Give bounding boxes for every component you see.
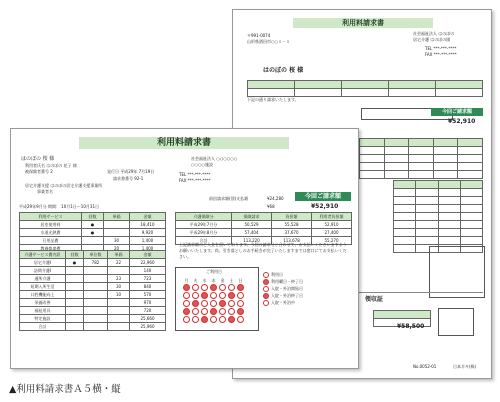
weekday-label: 月: [184, 277, 189, 283]
calendar-day: [191, 308, 200, 316]
insurance-row-cell: [66, 315, 84, 323]
day-marker-icon: [210, 316, 217, 323]
calendar-day: [182, 316, 191, 324]
insurance-row-cell: 栄養改善: [20, 299, 66, 307]
day-marker-icon: [192, 292, 199, 299]
insurance-row-cell: [108, 299, 130, 307]
insurance-row-cell: 22,960: [130, 259, 166, 267]
insurance-row-cell: 福祉用具: [20, 307, 66, 315]
day-marker-icon: [237, 316, 244, 323]
calendar-day: [227, 292, 236, 300]
service-header-cell: 金額: [130, 213, 166, 221]
insurance-row-cell: 782: [84, 259, 108, 267]
front-facility: ○○○○施設: [191, 162, 213, 167]
calendar-day: [191, 300, 200, 308]
back-recipient: はのぼの 桜 様: [263, 67, 304, 74]
service-header: [20, 213, 166, 221]
front-user-line: 利用者氏名 はのぼの 花子 様: [25, 163, 77, 168]
back-footer-no: No.0052-01: [413, 364, 437, 369]
insurance-row: [20, 307, 166, 315]
front-tel: TEL ***-***-****: [179, 172, 211, 177]
day-marker-icon: [183, 284, 190, 291]
calendar-day: [200, 292, 209, 300]
back-detail-table: [359, 138, 483, 179]
back-fax: FAX ***-***-****: [425, 52, 457, 57]
insurance-row-cell: [66, 283, 84, 291]
calendar-day: [236, 284, 245, 292]
weekday-label: 土: [229, 277, 234, 283]
insurance-row-cell: ●: [66, 259, 84, 267]
legend-item: [263, 278, 303, 285]
bill-total-row-cell: 113,678: [272, 237, 312, 245]
calendar-day: [182, 292, 191, 300]
bill-total-row-cell: 113,220: [232, 237, 272, 245]
day-marker-icon: [228, 292, 235, 299]
insurance-row-cell: 居宅介護I: [20, 259, 66, 267]
bill-header-cell: 利用者負担額: [312, 213, 352, 221]
weekday-label: 木: [211, 277, 216, 283]
calendar-day: [209, 308, 218, 316]
back-header-table: [247, 80, 483, 97]
insurance-row-cell: 140: [130, 267, 166, 275]
day-marker-icon: [237, 284, 244, 291]
back-org: 社会福祉法人 はのぼの: [413, 31, 455, 36]
insurance-row-cell: 970: [130, 299, 166, 307]
back-footer-note: 日本半キ(株): [453, 364, 477, 369]
calendar-day: [227, 316, 236, 324]
calendar-day: [209, 300, 218, 308]
insurance-header: [20, 251, 166, 259]
day-marker-icon: [219, 300, 226, 307]
back-note: 下記の通り請求いたします。: [247, 97, 299, 102]
insurance-header-cell: 単位数: [84, 251, 108, 259]
insurance-row-cell: [66, 275, 84, 283]
back-calendar-box: [429, 246, 485, 298]
day-marker-icon: [201, 308, 208, 315]
service-row-cell: 9,920: [130, 229, 166, 237]
calendar-legend: [263, 271, 303, 306]
insurance-total-row-cell: [108, 323, 130, 331]
calendar-day: [191, 292, 200, 300]
day-marker-icon: [192, 316, 199, 323]
front-bill-table: [175, 212, 352, 245]
legend-marker-icon: [263, 300, 269, 306]
legend-item: [263, 271, 303, 278]
calendar-day: [200, 300, 209, 308]
front-notice: 上記請求額のご入金を頂いております。今回の請求分と合わせて、お支払いくださいますようお願いいたします。尚、引き落としのお手続きが完了いたしますまでは窓口にてお支払いください。: [179, 242, 347, 259]
insurance-row-cell: 22: [108, 259, 130, 267]
insurance-row: [20, 259, 166, 267]
bill-row-cell: 37,670: [272, 229, 312, 237]
day-marker-icon: [201, 284, 208, 291]
front-service-table: [19, 212, 166, 253]
service-row-cell: 水道光熱費: [20, 229, 82, 237]
bill-row-cell: 50,529: [232, 221, 272, 229]
insurance-row-cell: [84, 283, 108, 291]
front-date-line: 発行日 平成29年 7月19日: [107, 169, 155, 174]
back-stamp-box: [438, 308, 474, 336]
service-row-cell: 30: [104, 237, 130, 245]
bill-row-cell: 平成29年7月分: [176, 221, 232, 229]
insurance-row-cell: 短期入所生活: [20, 283, 66, 291]
calendar-day: [209, 284, 218, 292]
bill-header-cell: 介護保険分: [176, 213, 232, 221]
insurance-row-cell: 23: [108, 275, 130, 283]
legend-item: [263, 292, 303, 299]
day-marker-icon: [183, 300, 190, 307]
back-request-label: 今回ご請求額: [431, 108, 483, 116]
insurance-row-cell: [84, 307, 108, 315]
insurance-row-cell: [84, 275, 108, 283]
day-marker-icon: [237, 300, 244, 307]
day-marker-icon: [219, 316, 226, 323]
calendar-day: [227, 284, 236, 292]
insurance-row-cell: 723: [130, 275, 166, 283]
day-marker-icon: [192, 284, 199, 291]
insurance-row: [20, 315, 166, 323]
day-marker-icon: [228, 284, 235, 291]
service-row-cell: [104, 221, 130, 229]
bill-row-cell: 57,404: [232, 229, 272, 237]
insurance-row-cell: 840: [130, 283, 166, 291]
front-provider-name: 居宅介護支援 はのぼの居宅介護支援事業所: [25, 183, 103, 188]
insurance-row-cell: [84, 299, 108, 307]
front-billing-no: 請求書番号 92-1: [113, 176, 144, 181]
service-row-cell: [82, 237, 104, 245]
legend-item: [263, 285, 303, 292]
calendar-grid: [182, 277, 245, 324]
insurance-row-cell: 570: [130, 291, 166, 299]
insurance-header-cell: 回数: [66, 251, 84, 259]
service-header-cell: 利用サービス: [20, 213, 82, 221]
legend-label: 利用曜日・終了日: [271, 279, 303, 284]
insurance-total-row-cell: 25,960: [130, 323, 166, 331]
day-marker-icon: [228, 316, 235, 323]
calendar-day: [209, 292, 218, 300]
calendar-day: [182, 308, 191, 316]
insurance-row-cell: [66, 291, 84, 299]
back-title: 利用料請求書: [293, 18, 433, 28]
insurance-row: [20, 267, 166, 275]
service-row-cell: 日用品費: [20, 237, 82, 245]
insurance-row-cell: [66, 307, 84, 315]
calendar-day: [218, 316, 227, 324]
insurance-row-cell: 訪問介護I: [20, 267, 66, 275]
legend-label: 利用日: [271, 272, 283, 277]
service-row-cell: [104, 229, 130, 237]
front-prev-label: 前回請求額(別)支払額: [209, 196, 249, 201]
calendar-day: [191, 316, 200, 324]
front-sub-value: ¥68: [267, 204, 275, 209]
bill-row-cell: 52,910: [312, 221, 352, 229]
front-recipient: はのぼの 桜 様: [21, 156, 55, 162]
bill-header-cell: 保険請求: [232, 213, 272, 221]
back-receipt-amount: ¥58,500: [397, 323, 425, 330]
insurance-total-row-cell: [66, 323, 84, 331]
insurance-row: [20, 275, 166, 283]
bill-row: [176, 229, 352, 237]
calendar-day: [227, 300, 236, 308]
calendar-day: [200, 308, 209, 316]
bill-row-cell: 27,400: [312, 229, 352, 237]
service-header-cell: 単価: [104, 213, 130, 221]
service-row-cell: 20: [104, 245, 130, 253]
calendar-day: [209, 316, 218, 324]
calendar-day: [236, 300, 245, 308]
service-row-cell: 1,400: [130, 237, 166, 245]
bill-header: [176, 213, 352, 221]
bill-header-cell: 負担額: [272, 213, 312, 221]
insurance-row: [20, 283, 166, 291]
day-marker-icon: [219, 284, 226, 291]
day-marker-icon: [237, 308, 244, 315]
insurance-header-cell: 金額: [130, 251, 166, 259]
front-prev-value: ¥24,280: [267, 196, 284, 201]
insurance-row-cell: 特定施設: [20, 315, 66, 323]
calendar-day: [236, 292, 245, 300]
day-marker-icon: [210, 292, 217, 299]
calendar-day: [182, 284, 191, 292]
insurance-row-cell: [66, 267, 84, 275]
calendar-day: [218, 292, 227, 300]
weekday-label: 日: [238, 277, 243, 283]
front-provider-no: 事業者名: [37, 189, 53, 194]
weekday-label: 金: [220, 277, 225, 283]
service-row-cell: ●: [82, 229, 104, 237]
day-marker-icon: [201, 300, 208, 307]
insurance-row: [20, 299, 166, 307]
day-marker-icon: [219, 292, 226, 299]
calendar-day: [236, 316, 245, 324]
insurance-header-cell: 介護サービス費内訳: [20, 251, 66, 259]
insurance-total-row-cell: [84, 323, 108, 331]
weekday-label: 火: [193, 277, 198, 283]
day-marker-icon: [219, 308, 226, 315]
insurance-row-cell: [108, 267, 130, 275]
day-marker-icon: [192, 300, 199, 307]
back-service-table: [393, 180, 483, 253]
day-marker-icon: [183, 308, 190, 315]
insurance-row-cell: 25,660: [130, 315, 166, 323]
back-request-amount: ¥52,910: [448, 118, 476, 125]
invoice-landscape-sheet: [10, 128, 359, 369]
calendar-day: [200, 284, 209, 292]
day-marker-icon: [201, 316, 208, 323]
day-marker-icon: [228, 300, 235, 307]
front-request-value: ¥52,910: [311, 203, 339, 210]
insurance-row-cell: 口腔機能向上: [20, 291, 66, 299]
insurance-row-cell: 通所介護: [20, 275, 66, 283]
front-title: 利用料請求書: [79, 137, 289, 149]
service-row: [20, 221, 166, 229]
figure-caption: ▲利用料請求書Ａ５横・縦: [9, 384, 121, 395]
day-marker-icon: [201, 292, 208, 299]
calendar-day: [191, 284, 200, 292]
service-row-cell: 18,410: [130, 221, 166, 229]
insurance-total-row: [20, 323, 166, 331]
service-row-cell: 居室使用料: [20, 221, 82, 229]
day-marker-icon: [183, 316, 190, 323]
insurance-header-cell: 単価: [108, 251, 130, 259]
front-fax: FAX ***-***-****: [179, 178, 211, 183]
insurance-row-cell: [108, 315, 130, 323]
insurance-row-cell: 30: [108, 283, 130, 291]
legend-label: 入院・外泊中: [271, 300, 295, 305]
service-header-cell: 回数: [82, 213, 104, 221]
calendar-day: [236, 308, 245, 316]
front-request-label: 今回ご請求額: [295, 192, 351, 201]
day-marker-icon: [210, 284, 217, 291]
calendar-day: [182, 300, 191, 308]
bill-row: [176, 221, 352, 229]
calendar-day: [218, 308, 227, 316]
back-address: 山形県酒田市○○１－１: [247, 39, 290, 44]
service-row: [20, 237, 166, 245]
calendar-day: [218, 300, 227, 308]
bill-total-row-cell: 合計: [176, 237, 232, 245]
calendar-title: ご利用日: [206, 269, 222, 274]
back-postal: 〒991-0074: [247, 33, 271, 38]
calendar-day: [218, 284, 227, 292]
back-tel: TEL ***-***-****: [425, 46, 457, 51]
insurance-row-cell: [108, 307, 130, 315]
bill-total-row-cell: 55,270: [312, 237, 352, 245]
back-facility: 居宅介護 はのぼの園: [413, 37, 451, 42]
day-marker-icon: [183, 292, 190, 299]
insurance-row-cell: [84, 315, 108, 323]
day-marker-icon: [237, 292, 244, 299]
back-receipt-title: 領収証: [365, 296, 384, 303]
insurance-row-cell: [66, 299, 84, 307]
legend-item: [263, 299, 303, 306]
service-row: [20, 229, 166, 237]
legend-label: 入院・外泊開始日: [271, 286, 303, 291]
service-row-cell: 1,400: [130, 245, 166, 253]
insurance-row-cell: [84, 291, 108, 299]
insurance-row-cell: [84, 267, 108, 275]
day-marker-icon: [192, 308, 199, 315]
weekday-label: 水: [202, 277, 207, 283]
insurance-total-row-cell: 合計: [20, 323, 66, 331]
bill-row-cell: 平成29年8月分: [176, 229, 232, 237]
day-marker-icon: [210, 308, 217, 315]
front-insurance-table: [19, 250, 166, 331]
bill-row-cell: 55,528: [272, 221, 312, 229]
front-period: 平成29年9月分 期間： 10月1日～10月31日: [19, 204, 99, 209]
day-marker-icon: [210, 300, 217, 307]
service-row-cell: 教養娯楽費: [20, 245, 82, 253]
service-row-cell: ●: [82, 221, 104, 229]
insurance-row-cell: 720: [130, 307, 166, 315]
insurance-row: [20, 291, 166, 299]
front-calendar: [175, 267, 259, 331]
insurance-row-cell: 10: [108, 291, 130, 299]
front-org: 社会福祉法人 ○○○○○○: [191, 156, 238, 161]
legend-label: 入院・外泊終了日: [271, 293, 303, 298]
front-insurer-no: 被保険者番号 2: [25, 169, 53, 174]
calendar-day: [200, 316, 209, 324]
calendar-day: [227, 308, 236, 316]
day-marker-icon: [228, 308, 235, 315]
